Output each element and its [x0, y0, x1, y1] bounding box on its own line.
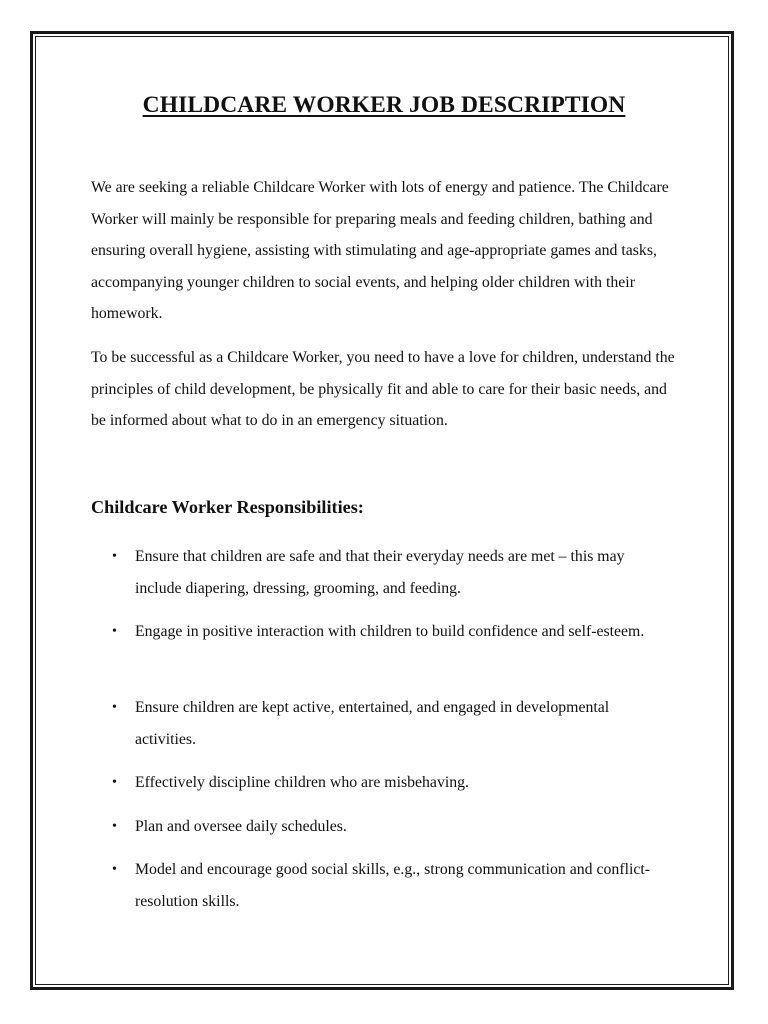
- list-item: [112, 811, 672, 843]
- document-title: CHILDCARE WORKER JOB DESCRIPTION: [142, 92, 626, 118]
- list-item-text: Model and encourage good social skills, e.g., strong communication and conflict-resolution skills.: [135, 861, 651, 910]
- intro-paragraph: We are seeking a reliable Childcare Worker with lots of energy and patience. The Childcare Worker will mainly be responsible for preparing meals and feeding children, bathing and ensuring overall hygiene, assisting with stimulating and age-appropriate games and tasks, accompanying younger children to social events, and helping older children with their homework.: [91, 179, 669, 322]
- bullet-icon: •: [112, 775, 117, 790]
- bullet-icon: •: [112, 624, 117, 639]
- list-item: [112, 692, 672, 755]
- bullet-icon: •: [112, 549, 117, 564]
- list-item: [112, 854, 672, 917]
- requirements-paragraph: To be successful as a Childcare Worker, you need to have a love for children, understand the principles of child development, be physically fit and able to care for their basic needs, and be informed about what to do in an emergency situation.: [91, 349, 675, 429]
- list-item-text: Ensure children are kept active, entertained, and engaged in developmental activities.: [135, 699, 610, 748]
- bullet-icon: •: [112, 862, 117, 877]
- list-item-text: Plan and oversee daily schedules.: [135, 818, 347, 835]
- list-item-text: Effectively discipline children who are misbehaving.: [135, 774, 469, 791]
- bullet-icon: •: [112, 819, 117, 834]
- list-item: [112, 767, 672, 799]
- list-item-text: Engage in positive interaction with children to build confidence and self-esteem.: [135, 623, 645, 640]
- bullet-icon: •: [112, 700, 117, 715]
- list-item: [112, 541, 672, 604]
- responsibilities-heading: Childcare Worker Responsibilities:: [91, 497, 364, 517]
- list-item-text: Ensure that children are safe and that their everyday needs are met – this may include diapering, dressing, grooming, and feeding.: [135, 548, 625, 597]
- list-item: [112, 616, 672, 648]
